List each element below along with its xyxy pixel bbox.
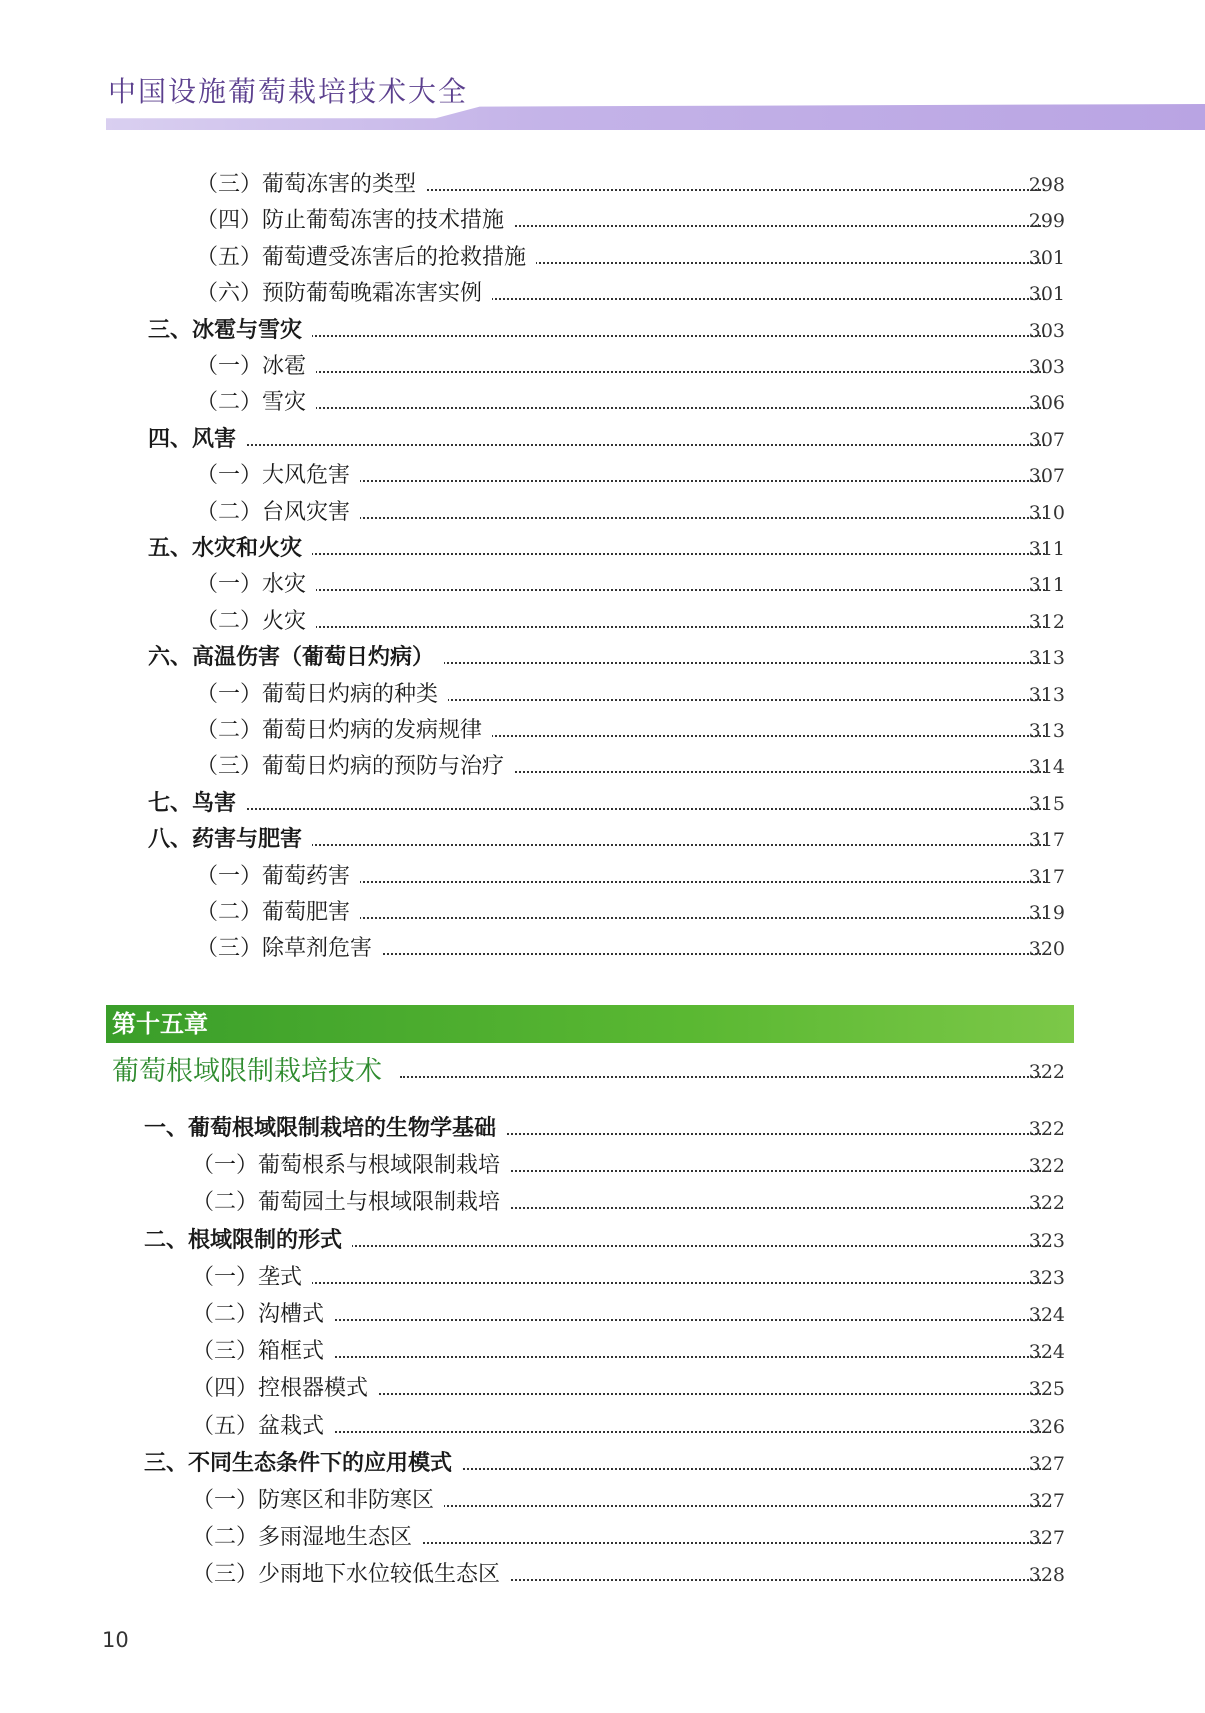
toc-entry-label: 三、冰雹与雪灾 [148,314,312,348]
toc-entry[interactable] [0,932,1205,966]
toc-entry-label: 七、鸟害 [148,787,246,821]
toc-entry-label: （一）垄式 [192,1261,312,1295]
toc-entry-label: （二）葡萄肥害 [196,896,360,930]
leader-dots [188,444,1045,446]
toc-entry-page: 324 [1028,1341,1065,1364]
toc-entry-page: 319 [1028,902,1065,924]
toc-entry-label: （三）葡萄日灼病的预防与治疗 [196,750,514,784]
toc-entry-label: （三）少雨地下水位较低生态区 [192,1558,510,1592]
toc-entry-page: 298 [1028,174,1065,196]
toc-entry[interactable] [0,532,1205,566]
toc-entry[interactable] [0,896,1205,930]
leader-dots [232,1282,1045,1284]
toc-entry[interactable] [0,314,1205,348]
toc-entry-label: 三、不同生态条件下的应用模式 [144,1447,462,1481]
leader-dots [236,589,1045,591]
toc-entry[interactable] [0,1186,1205,1220]
toc-entry-page: 317 [1028,865,1065,888]
toc-entry-page: 301 [1028,283,1065,306]
book-title: 中国设施葡萄栽培技术大全 [108,75,469,108]
toc-entry-page: 326 [1028,1415,1065,1438]
toc-entry-page: 323 [1028,1229,1065,1252]
toc-entry-page: 310 [1028,501,1065,524]
leader-dots [188,808,1045,810]
toc-entry-page: 307 [1028,465,1065,488]
toc-entry-label: （一）水灾 [196,568,316,602]
chapter-page-number: 322 [1028,1061,1065,1083]
toc-entry-label: （四）控根器模式 [192,1372,378,1406]
toc-entry[interactable] [0,714,1205,748]
toc-entry-label: （二）雪灾 [196,386,316,420]
toc-entry[interactable] [0,1372,1205,1406]
toc-entry[interactable] [0,860,1205,894]
toc-entry-page: 327 [1028,1490,1065,1512]
toc-entry-page: 322 [1028,1155,1065,1178]
leader-dots [232,1431,1045,1433]
toc-entry-page: 313 [1028,647,1065,670]
toc-entry-label: （一）葡萄药害 [196,860,360,894]
toc-entry-page: 301 [1028,246,1065,269]
toc-entry-page: 317 [1028,829,1065,852]
toc-entry[interactable] [0,1558,1205,1592]
toc-entry[interactable] [0,1410,1205,1444]
toc-entry-page: 322 [1028,1118,1065,1140]
toc-entry-label: （一）大风危害 [196,459,360,493]
toc-entry-page: 307 [1028,428,1065,451]
toc-entry-page: 328 [1028,1564,1065,1587]
toc-entry-page: 313 [1028,720,1065,742]
toc-entry-label: （二）台风灾害 [196,496,360,530]
toc-entry[interactable] [0,1335,1205,1369]
toc-entry-label: 一、葡萄根域限制栽培的生物学基础 [144,1112,506,1146]
toc-entry-page: 327 [1028,1527,1065,1550]
toc-entry-page: 311 [1028,574,1065,597]
toc-entry[interactable] [0,823,1205,857]
toc-entry[interactable] [0,350,1205,384]
toc-entry[interactable] [0,1224,1205,1258]
footer-page-number: 10 [102,1628,129,1652]
toc-entry[interactable] [0,787,1205,821]
leader-dots [400,1076,1045,1078]
toc-entry-label: （四）防止葡萄冻害的技术措施 [196,204,514,238]
toc-entry[interactable] [0,386,1205,420]
toc-entry-page: 303 [1028,356,1065,378]
toc-entry[interactable] [0,1447,1205,1481]
chapter-title-entry[interactable] [0,1052,1205,1092]
leader-dots [188,553,1045,555]
toc-entry-label: 六、高温伤害（葡萄日灼病） [148,641,444,675]
toc-entry-label: 二、根域限制的形式 [144,1224,352,1258]
toc-entry-label: （一）葡萄日灼病的种类 [196,678,448,712]
toc-entry[interactable] [0,1521,1205,1555]
toc-entry[interactable] [0,641,1205,675]
toc-entry[interactable] [0,1298,1205,1332]
toc-entry-label: （六）预防葡萄晚霜冻害实例 [196,277,492,311]
toc-entry-page: 299 [1028,210,1065,233]
toc-entry-label: （二）火灾 [196,605,316,639]
toc-entry-page: 311 [1028,538,1065,560]
toc-entry-label: （三）葡萄冻害的类型 [196,168,426,202]
toc-entry-label: （二）沟槽式 [192,1298,334,1332]
toc-entry[interactable] [0,496,1205,530]
toc-entry-page: 314 [1028,756,1065,779]
toc-entry[interactable] [0,241,1205,275]
toc-entry-page: 306 [1028,392,1065,415]
toc-entry[interactable] [0,1484,1205,1518]
toc-entry[interactable] [0,459,1205,493]
toc-entry[interactable] [0,678,1205,712]
toc-entry-label: （一）防寒区和非防寒区 [192,1484,444,1518]
toc-entry-label: （一）冰雹 [196,350,316,384]
chapter-title: 葡萄根域限制栽培技术 [112,1052,392,1092]
toc-entry-page: 303 [1028,319,1065,342]
chapter-bar [106,1005,1074,1043]
toc-entry-label: （二）多雨湿地生态区 [192,1521,422,1555]
toc-entry-label: 八、药害与肥害 [148,823,312,857]
toc-entry[interactable] [0,568,1205,602]
toc-entry[interactable] [0,423,1205,457]
leader-dots [236,371,1045,373]
toc-entry-label: （五）葡萄遭受冻害后的抢救措施 [196,241,536,275]
toc-entry-page: 322 [1028,1192,1065,1215]
toc-entry[interactable] [0,750,1205,784]
toc-entry-page: 315 [1028,792,1065,815]
toc-entry-label: 四、风害 [148,423,246,457]
toc-entry[interactable] [0,1149,1205,1183]
toc-entry[interactable] [0,168,1205,202]
toc-entry[interactable] [0,204,1205,238]
toc-entry-page: 323 [1028,1266,1065,1289]
toc-entry-page: 320 [1028,938,1065,961]
toc-entry-page: 313 [1028,683,1065,706]
toc-entry[interactable] [0,605,1205,639]
toc-entry[interactable] [0,277,1205,311]
leader-dots [188,844,1045,846]
toc-entry-page: 312 [1028,610,1065,633]
toc-entry-label: （三）箱框式 [192,1335,334,1369]
toc-entry-label: （五）盆栽式 [192,1410,334,1444]
toc-entry-label: （二）葡萄日灼病的发病规律 [196,714,492,748]
leader-dots [236,407,1045,409]
toc-entry-page: 324 [1028,1304,1065,1326]
toc-entry-label: （一）葡萄根系与根域限制栽培 [192,1149,510,1183]
leader-dots [232,1356,1045,1358]
toc-entry-label: 五、水灾和火灾 [148,532,312,566]
chapter-number-label: 第十五章 [112,1010,208,1038]
toc-entry-page: 325 [1028,1378,1065,1401]
toc-entry[interactable] [0,1261,1205,1295]
toc-entry[interactable] [0,1112,1205,1146]
toc-entry-label: （三）除草剂危害 [196,932,382,966]
toc-entry-label: （二）葡萄园土与根域限制栽培 [192,1186,510,1220]
leader-dots [188,335,1045,337]
toc-entry-page: 327 [1028,1452,1065,1475]
leader-dots [236,626,1045,628]
leader-dots [232,1319,1045,1321]
